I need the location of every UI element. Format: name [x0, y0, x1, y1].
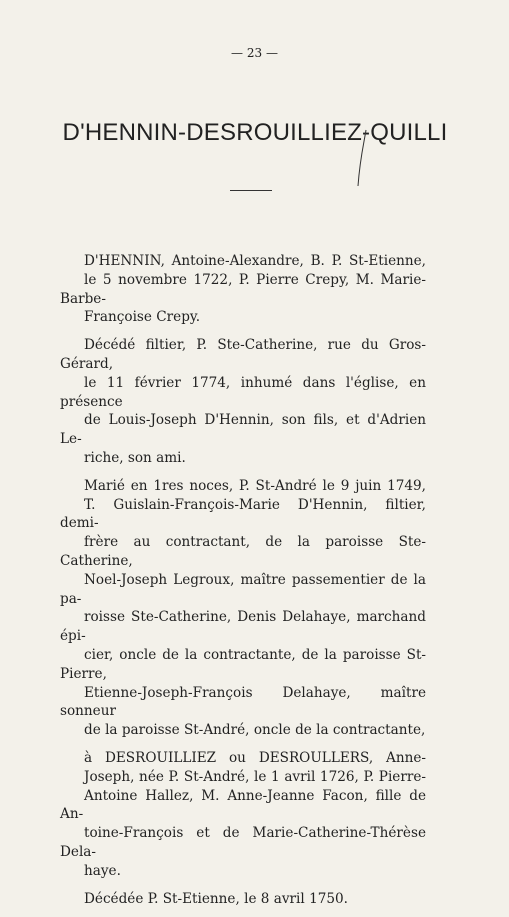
text-line: Décédé filtier, P. Ste-Catherine, rue du Gros-Gérard,: [60, 337, 426, 372]
paragraph-death: [60, 336, 426, 468]
text-line: le 11 février 1774, inhumé dans l'église, en présence: [60, 374, 426, 410]
handwritten-pen-mark: [352, 128, 372, 188]
text-line: Marié en 1res noces, P. St-André le 9 juin 1749,: [84, 477, 426, 494]
text-line: Noel-Joseph Legroux, maître passementier de la pa-: [60, 571, 426, 607]
paragraph-spouse: [60, 749, 426, 881]
text-line: Joseph, née P. St-André, le 1 avril 1726, P. Pierre-: [84, 768, 426, 785]
text-line: frère au contractant, de la paroisse Ste-Catherine,: [60, 534, 426, 569]
text-line: Etienne-Joseph-François Delahaye, maître sonneur: [60, 684, 426, 720]
page-number: — 23 —: [231, 46, 278, 60]
text-line: Décédée P. St-Etienne, le 8 avril 1750.: [84, 890, 348, 907]
text-line: le 5 novembre 1722, P. Pierre Crepy, M. Marie-Barbe-: [60, 271, 426, 307]
text-line: roisse Ste-Catherine, Denis Delahaye, marchand épi-: [60, 609, 426, 645]
page-title: D'HENNIN-DESROUILLIEZ-QUILLI: [62, 119, 448, 146]
text-line: de Louis-Joseph D'Hennin, son fils, et d'Adrien Le-: [60, 412, 426, 448]
text-line: à DESROUILLIEZ ou DESROULLERS, Anne-: [84, 749, 426, 766]
text-line: T. Guislain-François-Marie D'Hennin, filtier, demi-: [60, 496, 426, 532]
text-line: Françoise Crepy.: [84, 309, 201, 326]
paragraph-marriage: [60, 477, 426, 740]
paragraph-spouse-death: [60, 890, 426, 909]
entry-body: [60, 252, 426, 917]
title-divider: [230, 190, 272, 191]
text-line: haye.: [84, 862, 121, 879]
text-line: toine-François et de Marie-Catherine-Thérèse Dela-: [60, 825, 426, 860]
text-line: cier, oncle de la contractante, de la paroisse St-Pierre,: [60, 646, 426, 682]
paragraph-baptism: [60, 252, 426, 327]
text-line: Antoine Hallez, M. Anne-Jeanne Facon, fille de An-: [60, 787, 426, 823]
text-line: D'HENNIN, Antoine-Alexandre, B. P. St-Etienne,: [84, 253, 426, 269]
text-line: de la paroisse St-André, oncle de la contractante,: [84, 722, 426, 739]
text-line: riche, son ami.: [84, 449, 186, 466]
